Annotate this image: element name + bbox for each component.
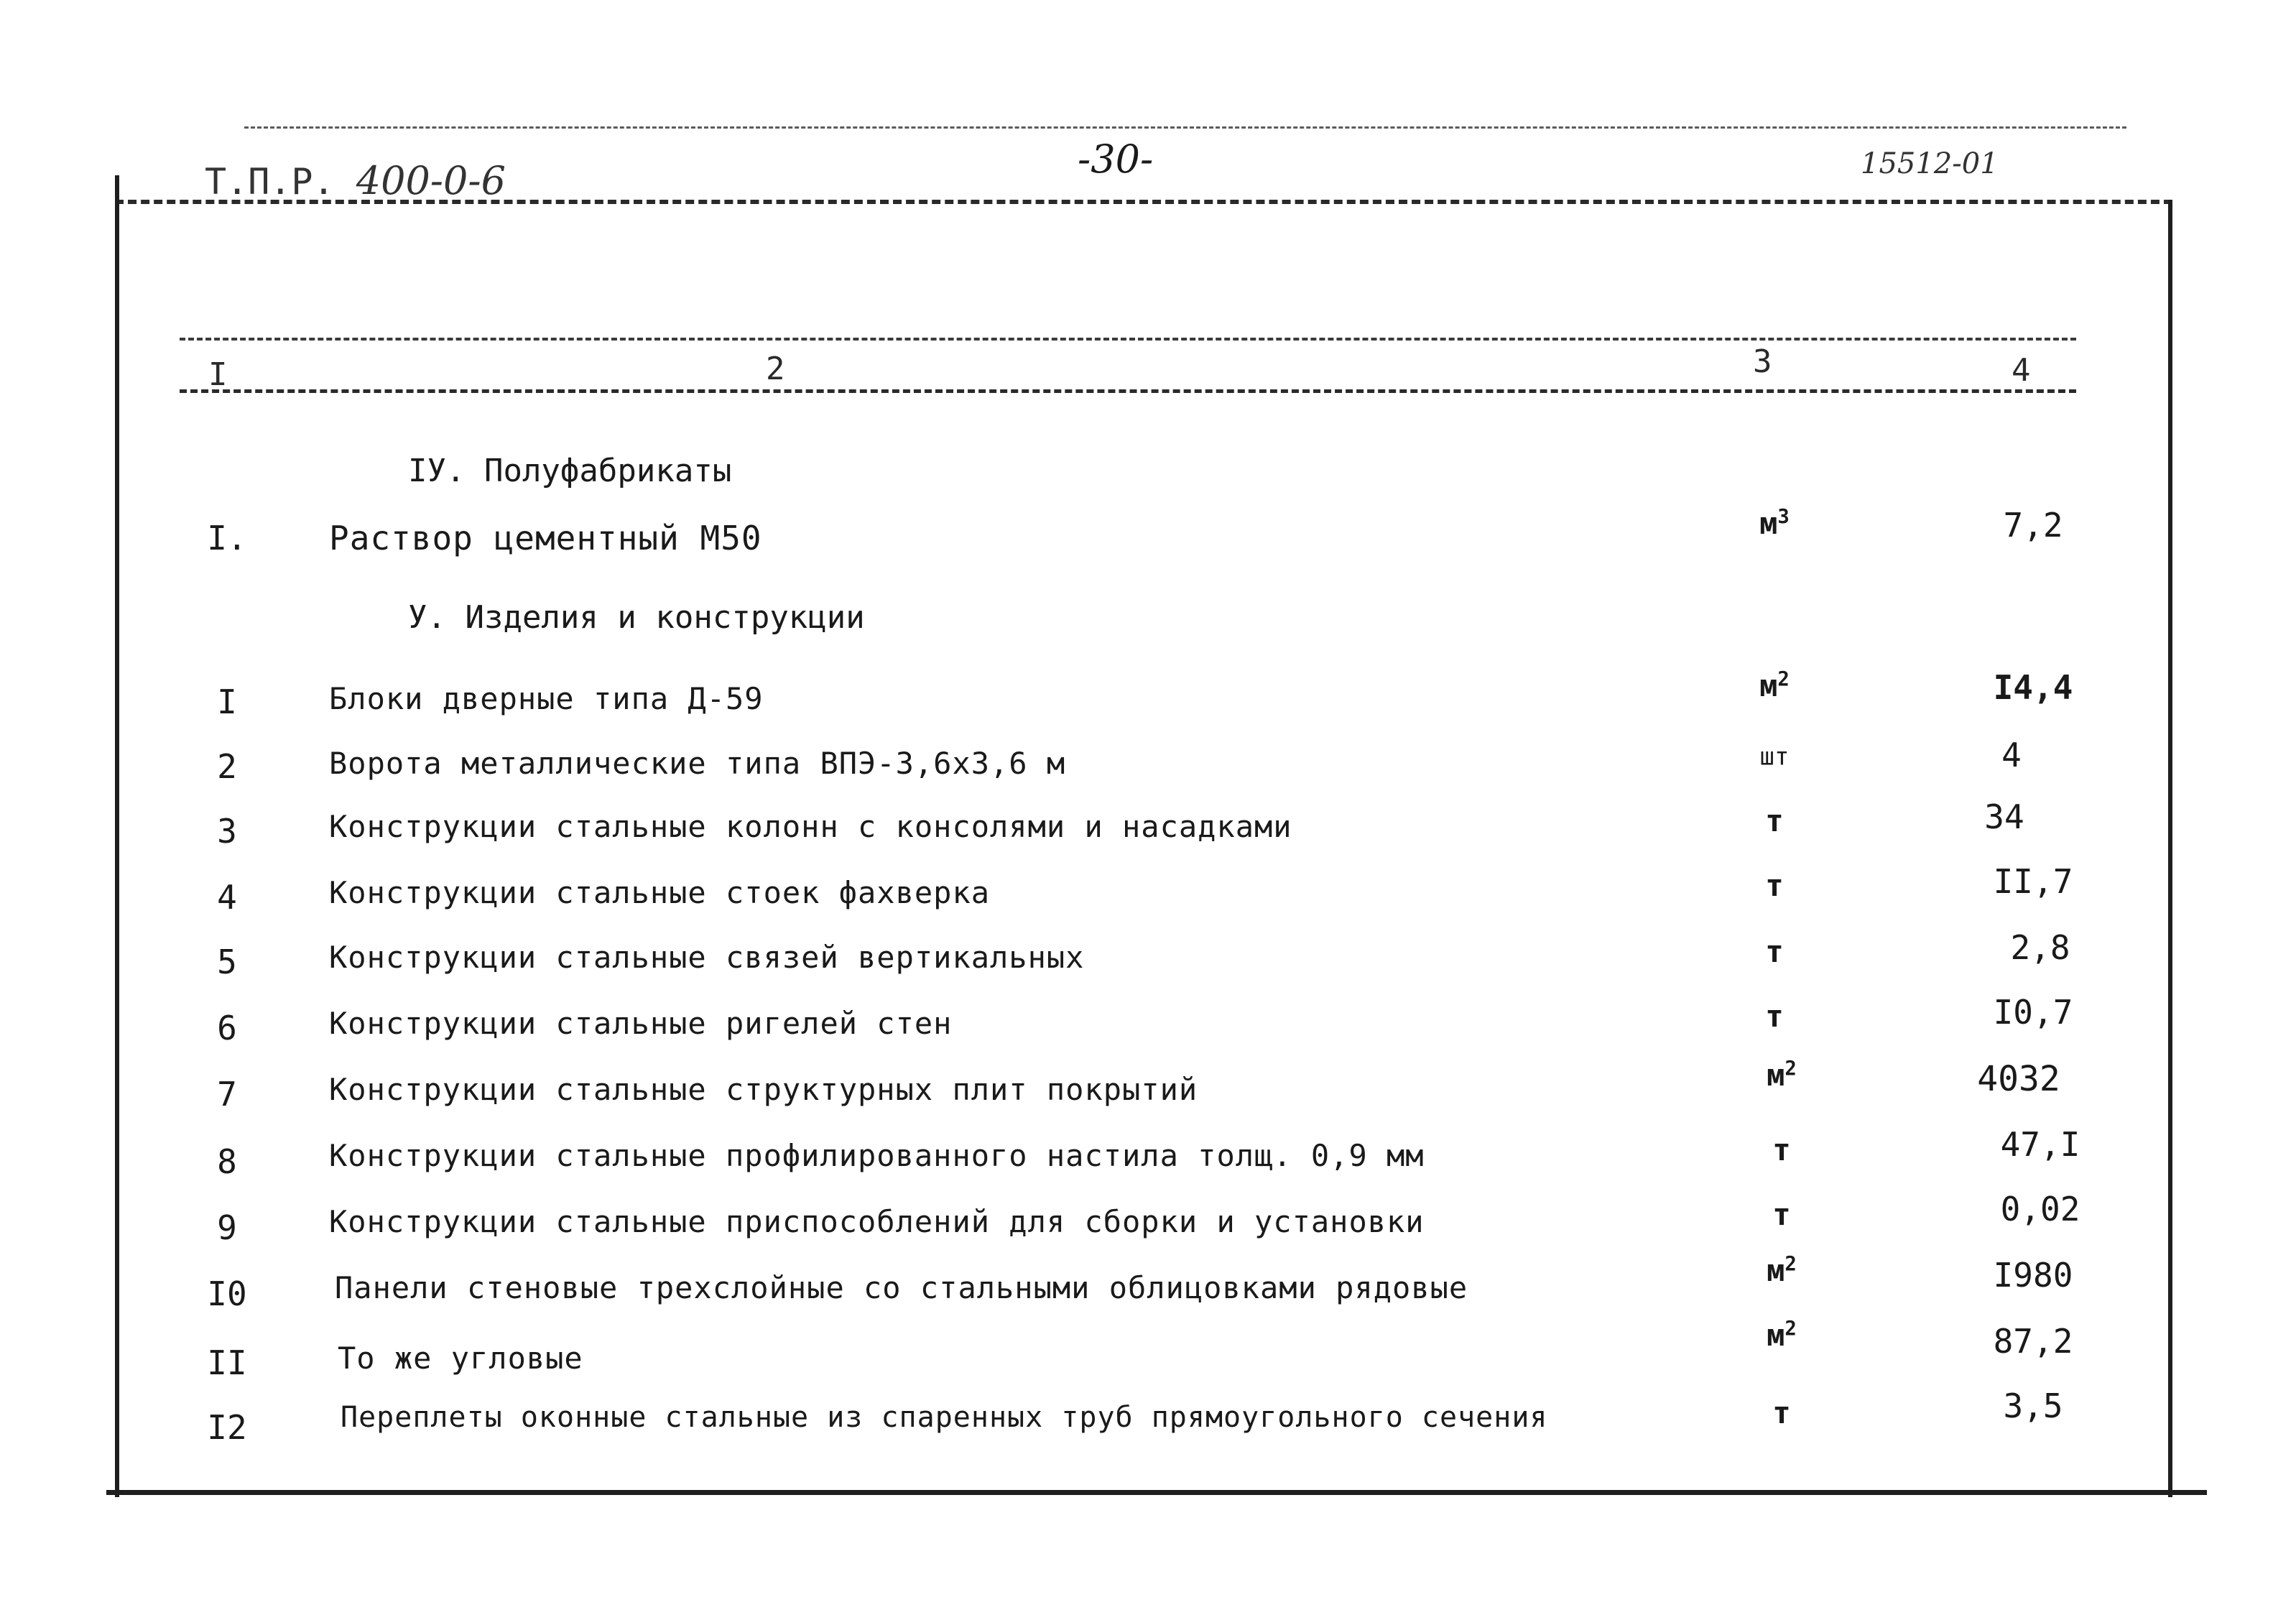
row-quantity: 47,I xyxy=(2000,1125,2080,1164)
column-header-1: I xyxy=(208,356,228,393)
row-unit: т xyxy=(1765,934,1784,969)
series-number: 400-0-6 xyxy=(356,158,506,203)
row-quantity: 87,2 xyxy=(1993,1322,2073,1361)
row-unit: $м^3$ xyxy=(1759,506,1790,541)
row-number: I xyxy=(217,682,237,721)
row-quantity: 2,8 xyxy=(2010,928,2070,967)
row-number: I0 xyxy=(207,1274,247,1313)
row-number: I2 xyxy=(207,1408,247,1447)
row-quantity: 4032 xyxy=(1977,1059,2060,1099)
row-number: 3 xyxy=(217,812,237,851)
column-header-4: 4 xyxy=(2012,352,2031,389)
row-quantity: I0,7 xyxy=(1993,993,2073,1032)
row-description: Переплеты оконные стальные из спаренных труб прямоугольного сечения xyxy=(341,1401,1548,1434)
column-header-3: 3 xyxy=(1753,343,1772,380)
row-unit: т xyxy=(1772,1197,1791,1232)
row-description: Конструкции стальные связей вертикальных xyxy=(329,940,1085,975)
column-header-top-rule xyxy=(180,338,2076,341)
row-number: 2 xyxy=(217,747,237,786)
column-header-2: 2 xyxy=(766,351,785,387)
row-number: II xyxy=(207,1343,247,1382)
frame-bottom-border xyxy=(106,1490,2207,1495)
row-description: Конструкции стальные структурных плит покрытий xyxy=(329,1072,1198,1107)
frame-right-border xyxy=(2168,200,2172,1497)
row-unit: т xyxy=(1772,1395,1791,1430)
row-number: 8 xyxy=(217,1142,237,1181)
row-unit: т xyxy=(1765,868,1784,903)
frame-left-border xyxy=(115,175,119,1497)
row-unit: $м^2$ xyxy=(1767,1057,1797,1093)
column-header-bottom-rule xyxy=(180,389,2076,393)
row-unit: т xyxy=(1765,999,1784,1034)
row-description: Раствор цементный М50 xyxy=(329,519,762,557)
row-quantity: 7,2 xyxy=(2003,506,2063,545)
doc-series xyxy=(205,158,506,203)
row-number: I. xyxy=(207,519,247,557)
row-description: Конструкции стальные ригелей стен xyxy=(329,1006,953,1041)
row-quantity: I980 xyxy=(1993,1256,2073,1295)
row-description: Конструкции стальные стоек фахверка xyxy=(329,875,991,910)
section-v-title: У. Изделия и конструкции xyxy=(408,599,865,636)
row-description: Конструкции стальные приспособлений для сборки и установки xyxy=(329,1204,1425,1239)
row-quantity: 34 xyxy=(1984,797,2024,836)
row-unit: $м^2$ xyxy=(1767,1318,1797,1353)
row-number: 7 xyxy=(217,1075,237,1114)
row-description: Конструкции стальные колонн с консолями и насадками xyxy=(329,809,1292,844)
row-quantity: I4,4 xyxy=(1993,668,2073,707)
row-quantity: II,7 xyxy=(1993,862,2073,901)
row-description: Блоки дверные типа Д-59 xyxy=(329,681,764,716)
row-quantity: 4 xyxy=(2001,736,2022,774)
row-number: 6 xyxy=(217,1009,237,1047)
row-description: То же угловые xyxy=(338,1341,583,1376)
row-description: Конструкции стальные профилированного настила толщ. 0,9 мм xyxy=(329,1138,1425,1173)
row-quantity: 0,02 xyxy=(2000,1190,2080,1228)
row-unit: $м^2$ xyxy=(1759,668,1790,703)
row-unit: шт xyxy=(1759,742,1790,772)
page-number: -30- xyxy=(1078,136,1154,182)
row-unit: т xyxy=(1772,1132,1791,1167)
header-rule xyxy=(244,126,2126,129)
row-unit: т xyxy=(1765,803,1784,838)
row-unit: $м^2$ xyxy=(1767,1253,1797,1288)
row-description: Ворота металлические типа ВПЭ-3,6х3,6 м xyxy=(329,746,1066,781)
row-number: 9 xyxy=(217,1208,237,1247)
row-number: 5 xyxy=(217,943,237,981)
row-description: Панели стеновые трехслойные со стальными облицовками рядовые xyxy=(335,1270,1468,1305)
section-iv-title: IУ. Полуфабрикаты xyxy=(408,453,732,489)
doc-code: 15512-01 xyxy=(1861,147,1999,180)
series-label: Т.П.Р. xyxy=(205,161,335,203)
row-number: 4 xyxy=(217,878,237,917)
row-quantity: 3,5 xyxy=(2003,1387,2063,1425)
